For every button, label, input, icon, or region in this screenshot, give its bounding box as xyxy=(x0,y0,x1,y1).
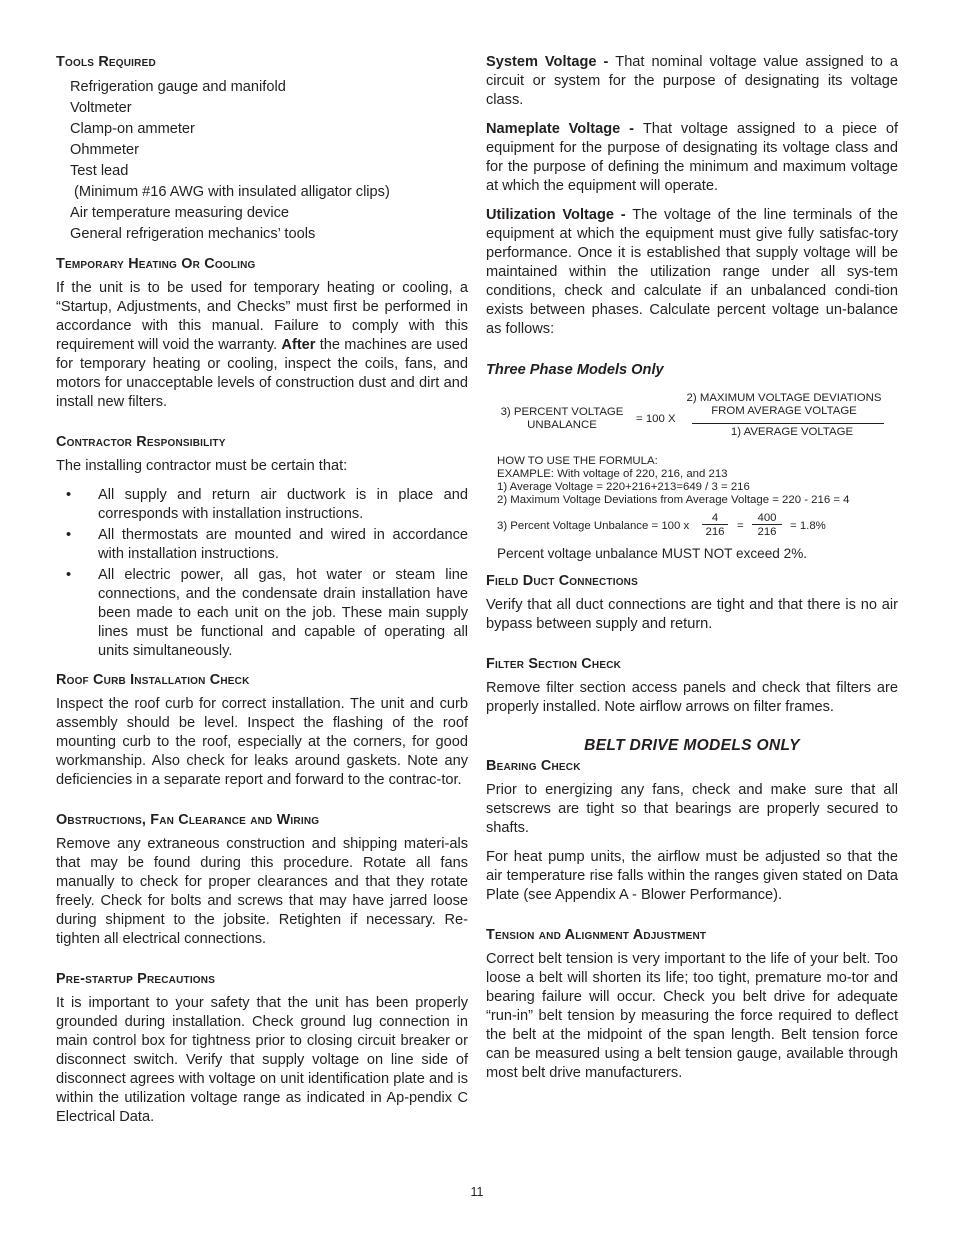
tools-list-item: Air temperature measuring device xyxy=(70,205,290,221)
formula-numerator: 2) MAXIMUM VOLTAGE DEVIATIONS FROM AVERAGE VOLTAGE xyxy=(686,392,882,417)
formula-frac1-line xyxy=(702,524,728,525)
prestartup-heading: Pre-startup Precautions xyxy=(56,971,216,987)
formula-equals: = 100 X xyxy=(636,413,676,425)
formula-example: EXAMPLE: With voltage of 220, 216, and 213 xyxy=(497,468,728,480)
right-column xyxy=(486,53,898,1083)
formula-eq: = xyxy=(737,520,744,532)
formula-frac1-den: 216 xyxy=(705,526,725,538)
formula-step3-label: 3) Percent Voltage Unbalance = 100 x xyxy=(497,520,690,532)
formula-frac2-den: 216 xyxy=(757,526,777,538)
bearing-check-text: Prior to energizing any fans, check and make sure that all setscrews are tight so that bearings are properly secured to shafts. xyxy=(486,782,898,836)
formula-lhs: 3) PERCENT VOLTAGE UNBALANCE xyxy=(500,406,624,431)
field-duct-heading: Field Duct Connections xyxy=(486,573,638,589)
tension-alignment-heading: Tension and Alignment Adjustment xyxy=(486,927,707,943)
prestartup-text: It is important to your safety that the unit has been properly grounded during installation. Check ground lug connection in main control box for tightness prior to closing circuit breaker or disconnect switch. Verify that supply voltage on line side of disconnect agrees with voltage on unit identification plate and is within the utilization voltage range as indicated in Ap-pendix C Electrical Data. xyxy=(56,995,468,1125)
tools-list-item: (Minimum #16 AWG with insulated alligator clips) xyxy=(70,184,390,200)
obstructions-text: Remove any extraneous construction and shipping materi-als that may be found during this procedure. Rotate all fans manually to check for proper clearances and that they rotate freely. Check for bolts and screws that may have jarred loose during shipment to the jobsite. Retighten if necessary. Re-tighten all electrical connections. xyxy=(56,836,468,947)
contractor-responsibility-heading: Contractor Responsibility xyxy=(56,434,226,450)
bullet-icon: • xyxy=(66,567,72,583)
formula-step1: 1) Average Voltage = 220+216+213=649 / 3 = 216 xyxy=(497,481,750,493)
bullet-icon: • xyxy=(66,487,72,503)
contractor-bullet-item: • All electric power, all gas, hot water or steam line connections, and the condensate drain installation have been made to each unit on the job. These main supply lines must be functional and capable of operating all units simultaneously. xyxy=(66,567,468,659)
temporary-heating-heading: Temporary Heating Or Cooling xyxy=(56,256,256,272)
obstructions-heading: Obstructions, Fan Clearance and Wiring xyxy=(56,812,320,828)
tools-list-item: Refrigeration gauge and manifold xyxy=(70,79,286,95)
tools-list-item: General refrigeration mechanics’ tools xyxy=(70,226,316,242)
formula-note: Percent voltage unbalance MUST NOT exceed 2%. xyxy=(497,546,808,561)
nameplate-voltage-definition: Nameplate Voltage - That voltage assigned to a piece of equipment for the purpose of designating its voltage class and for the purpose of defining the minimum and maximum voltage at which the equipment will operate. xyxy=(486,121,898,194)
field-duct-text: Verify that all duct connections are tight and that there is no air bypass between supply and return. xyxy=(486,597,898,632)
formula-frac2-num: 400 xyxy=(757,512,777,524)
tools-list-item: Voltmeter xyxy=(70,100,132,116)
bullet-icon: • xyxy=(66,527,72,543)
roof-curb-heading: Roof Curb Installation Check xyxy=(56,672,250,688)
contractor-intro: The installing contractor must be certain that: xyxy=(56,458,348,474)
belt-drive-heading: BELT DRIVE MODELS ONLY xyxy=(584,737,800,754)
bearing-check-heading: Bearing Check xyxy=(486,758,581,774)
tools-required-heading: Tools Required xyxy=(56,54,156,70)
formula-frac1-num: 4 xyxy=(711,512,719,524)
system-voltage-definition: System Voltage - That nominal voltage value assigned to a circuit or system for the purpose of designating its voltage class. xyxy=(486,54,898,108)
formula-how-to: HOW TO USE THE FORMULA: xyxy=(497,455,658,467)
temporary-heating-text: If the unit is to be used for temporary heating or cooling, a “Startup, Adjustments, and Checks” must first be performed in accordance with this manual. Failure to comply with this requirement will void the warranty. After the machines are used for temporary heating or cooling, inspect the coils, fans, and motors for unacceptable levels of construction dust and dirt and install new filters. xyxy=(56,280,468,410)
filter-section-heading: Filter Section Check xyxy=(486,656,622,672)
contractor-bullet-item: • All thermostats are mounted and wired in accordance with installation instructions. xyxy=(66,527,468,562)
tools-list-item: Ohmmeter xyxy=(70,142,139,158)
contractor-bullet-item: • All supply and return air ductwork is in place and corresponds with installation instructions. xyxy=(66,487,468,522)
voltage-unbalance-formula xyxy=(486,392,898,592)
left-column xyxy=(56,53,468,1127)
page-number: 11 xyxy=(470,1185,484,1199)
filter-section-text: Remove filter section access panels and check that filters are properly installed. Note airflow arrows on filter frames. xyxy=(486,680,898,715)
roof-curb-text: Inspect the roof curb for correct installation. The unit and curb assembly should be level. Inspect the flashing of the roof mounting curb to the roof, especially at the corners, for good workmanship. Also check for leaks around gaskets. Note any deficiencies in a separate report and forward to the contrac-tor. xyxy=(56,696,468,788)
formula-fraction-line xyxy=(692,423,884,424)
formula-result: = 1.8% xyxy=(790,520,826,532)
formula-frac2-line xyxy=(752,524,782,525)
tools-list-item: Test lead xyxy=(70,163,129,179)
contractor-bullet-list xyxy=(56,486,468,661)
tools-list xyxy=(70,77,468,245)
tools-list-item: Clamp-on ammeter xyxy=(70,121,195,137)
three-phase-heading: Three Phase Models Only xyxy=(486,362,664,378)
formula-step2: 2) Maximum Voltage Deviations from Average Voltage = 220 - 216 = 4 xyxy=(497,494,850,506)
tension-alignment-text: Correct belt tension is very important to the life of your belt. Too loose a belt will shorten its life; too tight, premature mo-tor and bearing failure will occur. Check you belt drive for adequate “run-in” belt tension by measuring the force required to deflect the belt at the midpoint of the span length. Belt tension force can be measured using a belt tension gauge, available through most belt drive manufacturers. xyxy=(486,951,898,1081)
utilization-voltage-definition: Utilization Voltage - The voltage of the line terminals of the equipment at which the equipment must give fully satisfac-tory performance. Once it is established that supply voltage will be maintained within the utilization range under all sys-tem conditions, check and calculate if an unbalanced condi-tion exists between phases. Calculate percent voltage un-balance as follows: xyxy=(486,207,898,337)
formula-denominator: 1) AVERAGE VOLTAGE xyxy=(730,426,854,438)
heat-pump-text: For heat pump units, the airflow must be adjusted so that the air temperature rise falls within the ranges given stated on Data Plate (see Appendix A - Blower Performance). xyxy=(486,849,898,903)
